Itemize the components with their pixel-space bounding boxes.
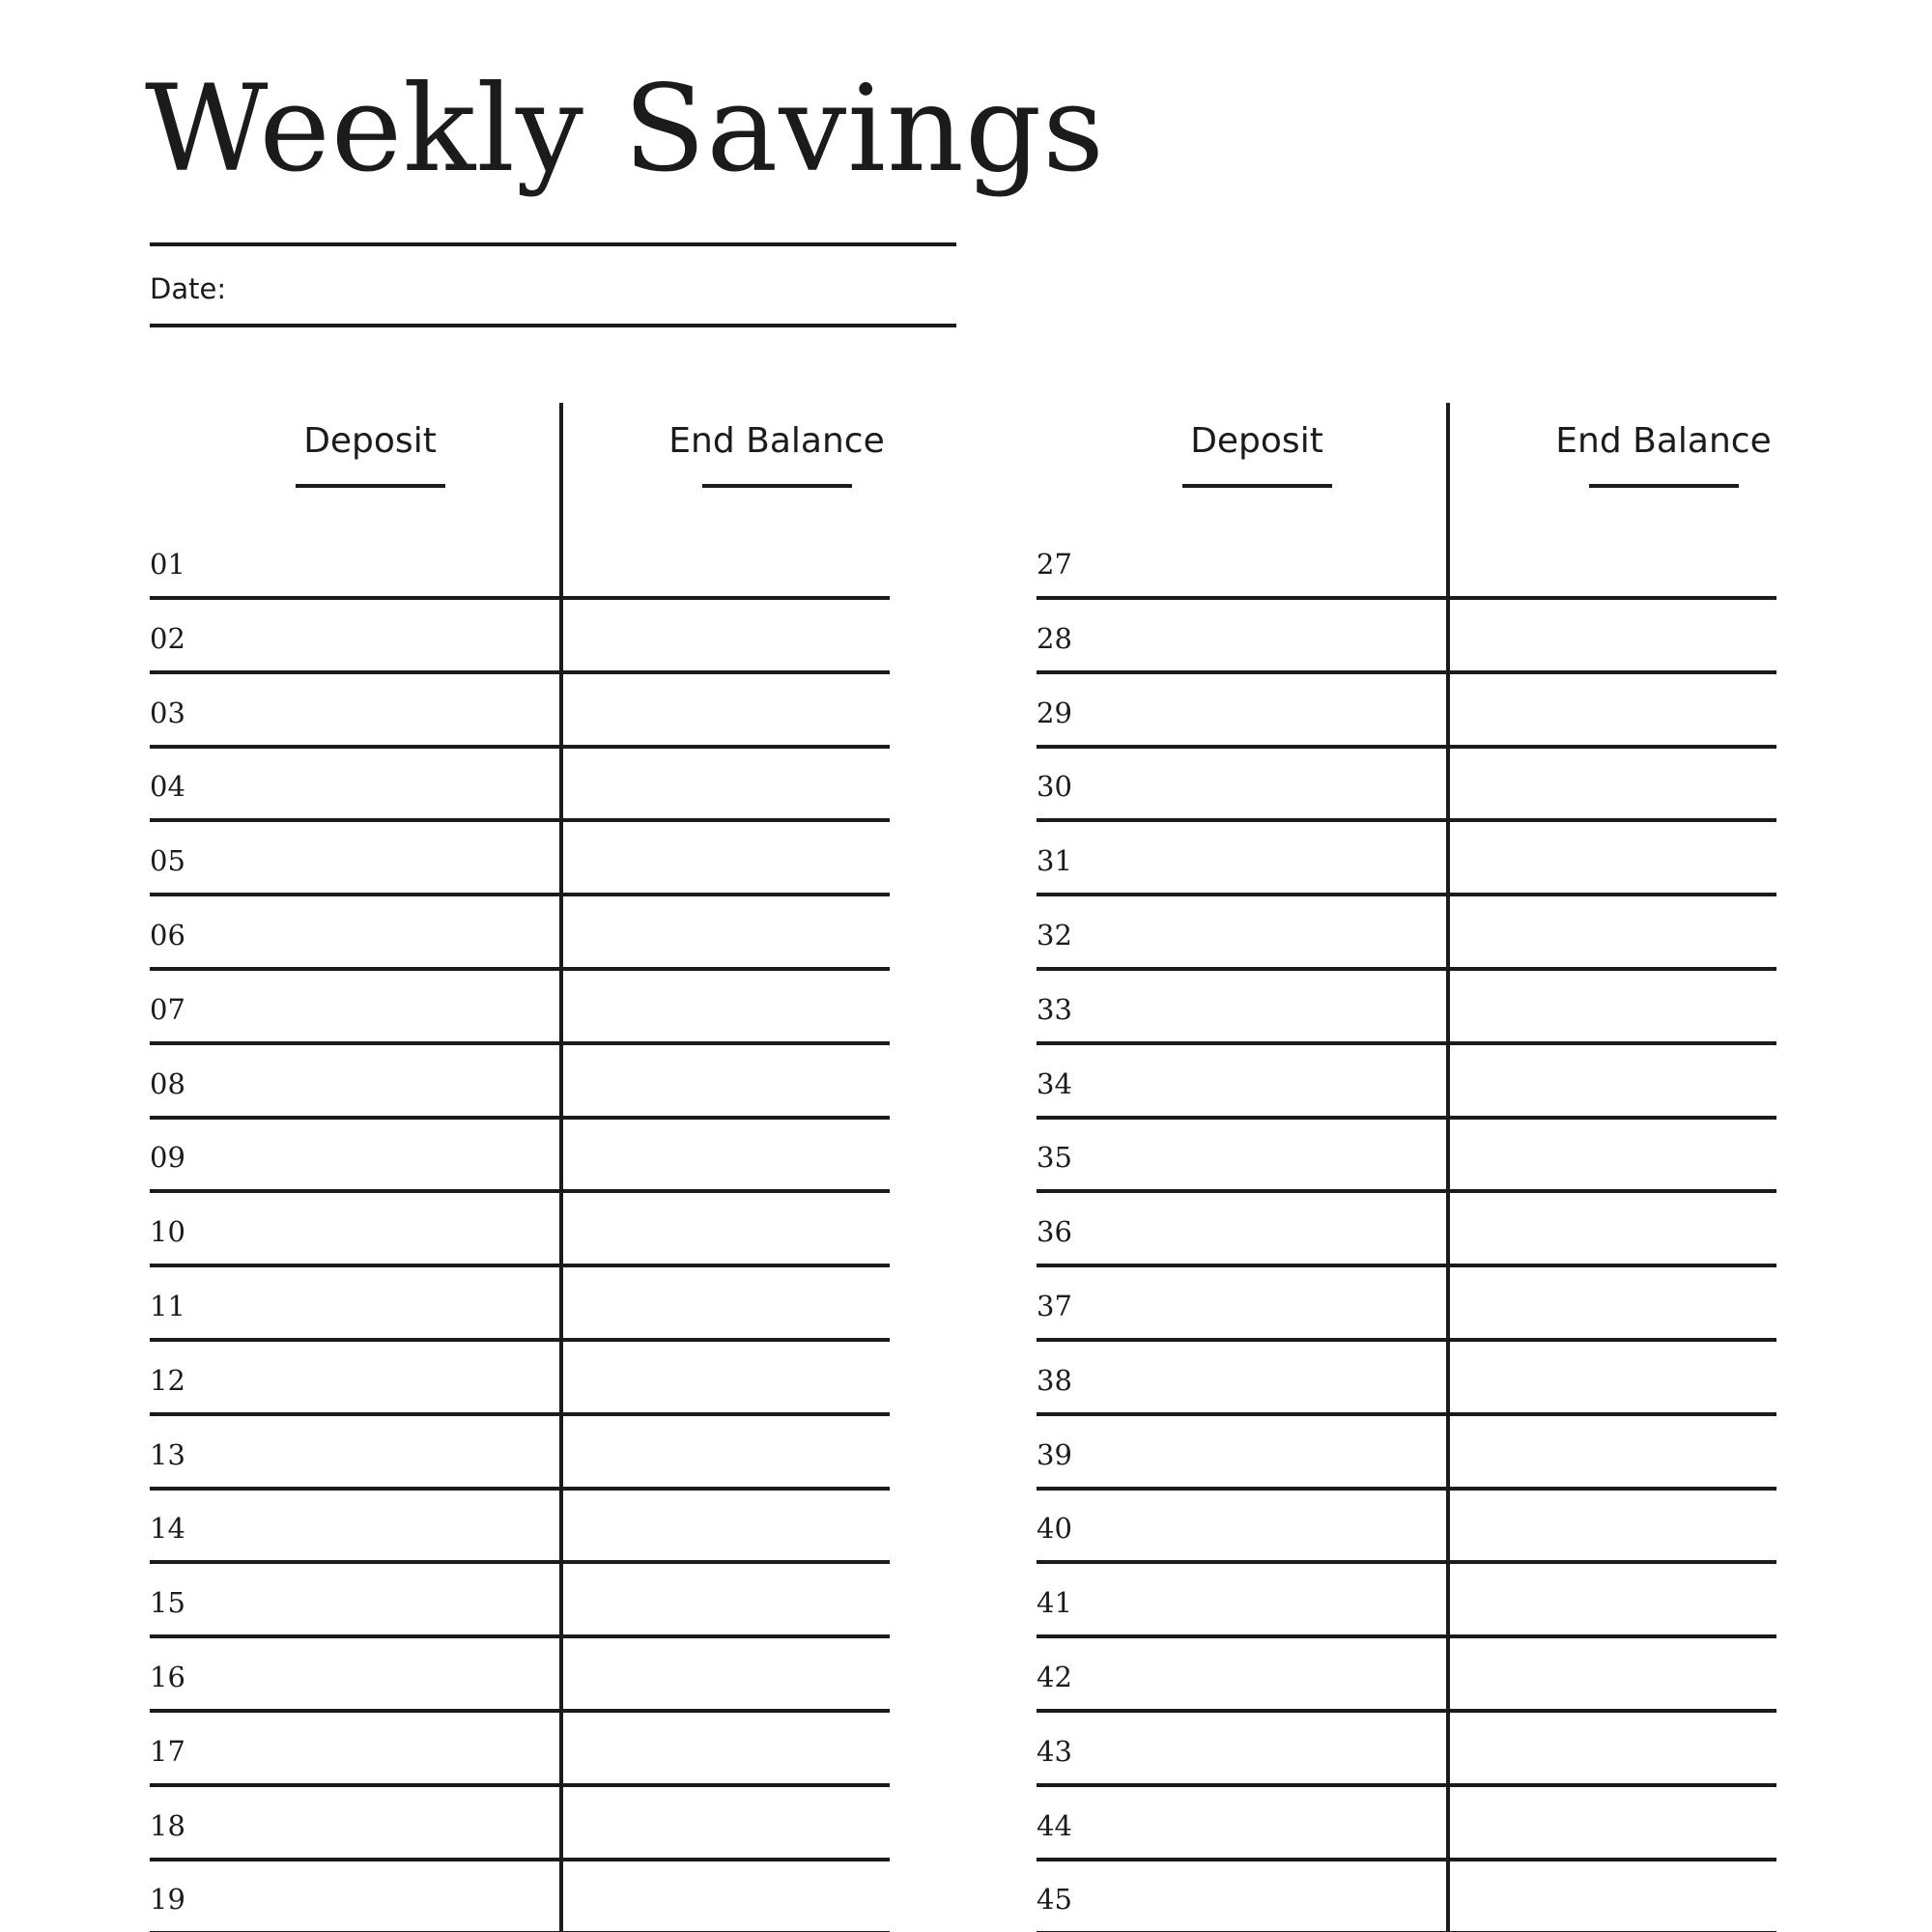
date-field-line[interactable] — [150, 324, 956, 327]
date-label: Date: — [150, 272, 227, 305]
right-row-entry-line[interactable] — [1037, 1634, 1776, 1638]
left-row-number: 10 — [150, 1215, 185, 1248]
left-row-entry-line[interactable] — [150, 745, 890, 749]
right-row-number: 41 — [1037, 1586, 1072, 1619]
left-row-number: 08 — [150, 1067, 185, 1100]
left-row-number: 19 — [150, 1883, 185, 1916]
right-row-entry-line[interactable] — [1037, 818, 1776, 822]
left-row-entry-line[interactable] — [150, 967, 890, 971]
left-row-number: 09 — [150, 1141, 185, 1174]
left-row-number: 16 — [150, 1661, 185, 1693]
right-row-number: 43 — [1037, 1735, 1072, 1768]
right-row-entry-line[interactable] — [1037, 1783, 1776, 1787]
right-row-number: 32 — [1037, 919, 1072, 952]
right-row-number: 39 — [1037, 1438, 1072, 1471]
right-row-number: 33 — [1037, 993, 1072, 1026]
right-row-entry-line[interactable] — [1037, 1858, 1776, 1861]
left-row-number: 07 — [150, 993, 185, 1026]
left-row-entry-line[interactable] — [150, 1189, 890, 1193]
page-title: Weekly Savings — [145, 60, 1105, 199]
left-row-entry-line[interactable] — [150, 1116, 890, 1120]
right-row-number: 38 — [1037, 1364, 1072, 1397]
right-row-entry-line[interactable] — [1037, 1264, 1776, 1267]
right-row-number: 35 — [1037, 1141, 1072, 1174]
left-row-number: 17 — [150, 1735, 185, 1768]
right-deposit-header: Deposit — [1190, 421, 1323, 461]
right-row-entry-line[interactable] — [1037, 1338, 1776, 1342]
right-row-entry-line[interactable] — [1037, 1709, 1776, 1713]
left-row-entry-line[interactable] — [150, 1634, 890, 1638]
right-row-number: 45 — [1037, 1883, 1072, 1916]
left-row-entry-line[interactable] — [150, 1783, 890, 1787]
left-row-number: 14 — [150, 1512, 185, 1545]
left-deposit-header-underline — [296, 484, 445, 488]
right-row-entry-line[interactable] — [1037, 893, 1776, 896]
right-row-number: 31 — [1037, 844, 1072, 877]
left-row-entry-line[interactable] — [150, 596, 890, 600]
left-row-number: 11 — [150, 1290, 185, 1322]
right-row-number: 36 — [1037, 1215, 1072, 1248]
right-row-entry-line[interactable] — [1037, 1116, 1776, 1120]
left-row-entry-line[interactable] — [150, 1041, 890, 1045]
title-rule — [150, 242, 956, 246]
left-row-entry-line[interactable] — [150, 818, 890, 822]
left-row-entry-line[interactable] — [150, 1338, 890, 1342]
left-row-entry-line[interactable] — [150, 1412, 890, 1416]
right-end-balance-header-underline — [1589, 484, 1739, 488]
left-row-number: 05 — [150, 844, 185, 877]
right-column-divider — [1446, 403, 1450, 1932]
right-deposit-header-underline — [1182, 484, 1332, 488]
right-row-entry-line[interactable] — [1037, 1189, 1776, 1193]
left-end-balance-header: End Balance — [668, 421, 885, 461]
right-row-entry-line[interactable] — [1037, 670, 1776, 674]
left-row-number: 01 — [150, 548, 185, 581]
left-row-number: 12 — [150, 1364, 185, 1397]
right-row-number: 29 — [1037, 696, 1072, 729]
left-row-number: 03 — [150, 696, 185, 729]
right-row-entry-line[interactable] — [1037, 1487, 1776, 1491]
left-row-number: 18 — [150, 1809, 185, 1842]
right-end-balance-header: End Balance — [1555, 421, 1772, 461]
right-row-number: 27 — [1037, 548, 1072, 581]
right-row-number: 42 — [1037, 1661, 1072, 1693]
left-column-divider — [559, 403, 563, 1932]
right-row-entry-line[interactable] — [1037, 745, 1776, 749]
left-row-number: 06 — [150, 919, 185, 952]
left-row-entry-line[interactable] — [150, 1264, 890, 1267]
left-row-number: 13 — [150, 1438, 185, 1471]
right-row-entry-line[interactable] — [1037, 596, 1776, 600]
left-row-number: 04 — [150, 770, 185, 803]
left-row-number: 15 — [150, 1586, 185, 1619]
left-deposit-header: Deposit — [303, 421, 437, 461]
right-row-entry-line[interactable] — [1037, 1560, 1776, 1564]
right-row-entry-line[interactable] — [1037, 1412, 1776, 1416]
left-row-entry-line[interactable] — [150, 1487, 890, 1491]
right-row-number: 28 — [1037, 622, 1072, 655]
right-row-number: 34 — [1037, 1067, 1072, 1100]
left-row-entry-line[interactable] — [150, 1560, 890, 1564]
left-end-balance-header-underline — [702, 484, 852, 488]
right-row-entry-line[interactable] — [1037, 967, 1776, 971]
left-row-entry-line[interactable] — [150, 1709, 890, 1713]
right-row-entry-line[interactable] — [1037, 1041, 1776, 1045]
right-row-number: 40 — [1037, 1512, 1072, 1545]
left-row-entry-line[interactable] — [150, 893, 890, 896]
left-row-number: 02 — [150, 622, 185, 655]
left-row-entry-line[interactable] — [150, 670, 890, 674]
right-row-number: 30 — [1037, 770, 1072, 803]
right-row-number: 44 — [1037, 1809, 1072, 1842]
left-row-entry-line[interactable] — [150, 1858, 890, 1861]
right-row-number: 37 — [1037, 1290, 1072, 1322]
